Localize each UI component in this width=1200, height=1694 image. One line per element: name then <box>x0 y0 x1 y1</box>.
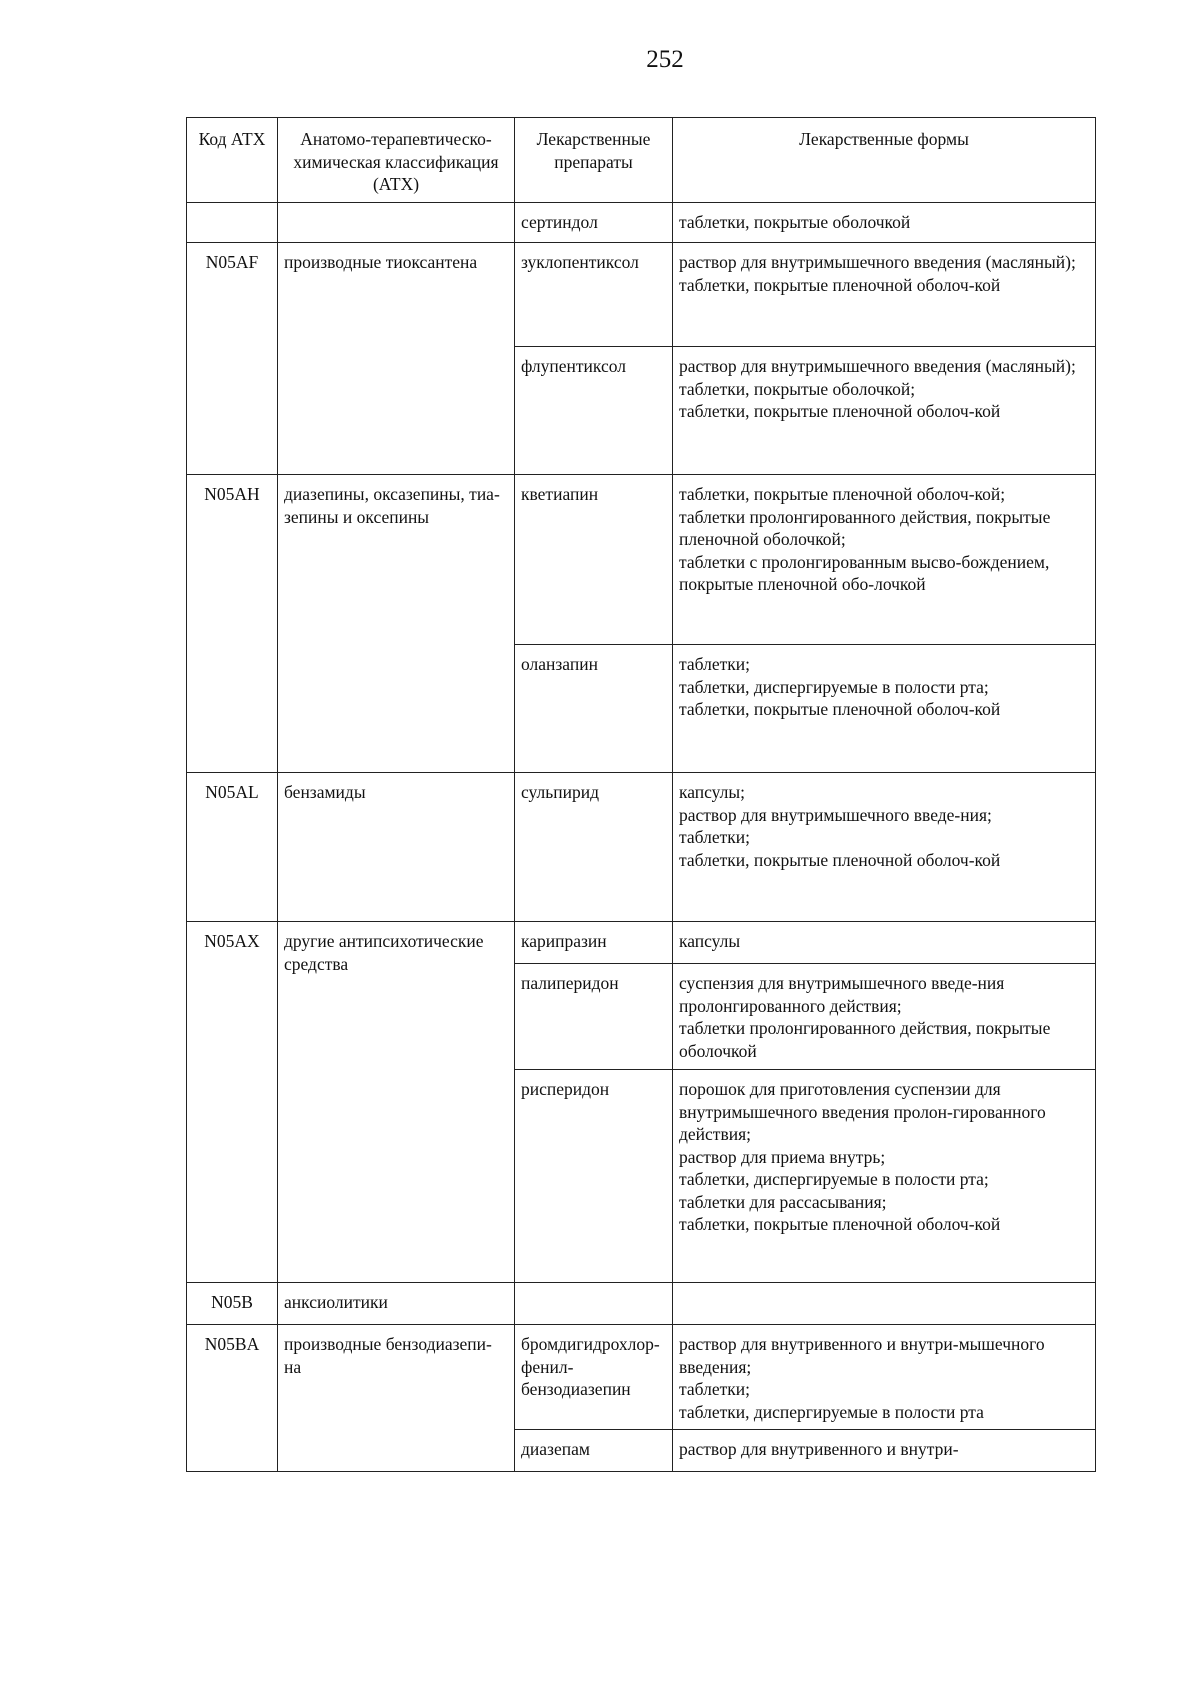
form-line: таблетки, диспергируемые в полости рта; <box>679 676 989 697</box>
form-line: таблетки, покрытые пленочной оболоч-кой <box>679 274 1001 295</box>
header-drugs: Лекарственные препараты <box>515 118 673 203</box>
classification-cell: диазепины, оксазепины, тиа-зепины и оксепины <box>278 475 515 773</box>
forms-cell <box>673 1070 1096 1283</box>
form-line: капсулы <box>679 931 741 951</box>
form-line: таблетки для рассасывания; <box>679 1191 887 1212</box>
drug-cell: сульпирид <box>515 773 673 922</box>
forms-cell <box>673 1325 1096 1430</box>
table-header-row <box>187 118 1096 203</box>
drug-cell: палиперидон <box>515 964 673 1070</box>
atx-code-cell: N05AX <box>187 922 278 1283</box>
forms-cell <box>673 964 1096 1070</box>
drug-cell: рисперидон <box>515 1070 673 1283</box>
classification-cell: производные бензодиазепи-на <box>278 1325 515 1472</box>
table-row <box>187 1325 1096 1430</box>
classification-cell: другие антипсихотические средства <box>278 922 515 1283</box>
forms-cell <box>673 1430 1096 1472</box>
form-line: раствор для внутримышечного введения (масляный); <box>679 356 1076 376</box>
atx-code-cell: N05B <box>187 1283 278 1325</box>
table-row <box>187 203 1096 243</box>
form-line: таблетки, диспергируемые в полости рта <box>679 1401 984 1422</box>
drug-cell: зуклопентиксол <box>515 243 673 347</box>
header-forms: Лекарственные формы <box>673 118 1096 203</box>
drug-cell: флупентиксол <box>515 347 673 475</box>
drug-cell: кветиапин <box>515 475 673 645</box>
form-line: таблетки, покрытые пленочной оболоч-кой; <box>679 484 1006 504</box>
forms-cell <box>673 475 1096 645</box>
classification-cell <box>278 203 515 243</box>
forms-cell <box>673 1283 1096 1325</box>
forms-cell <box>673 203 1096 243</box>
table-row <box>187 475 1096 645</box>
drug-cell: оланзапин <box>515 645 673 773</box>
forms-cell <box>673 922 1096 964</box>
atx-code-cell <box>187 203 278 243</box>
form-line: раствор для внутривенного и внутри-мышечного введения; <box>679 1334 1045 1377</box>
table-row <box>187 243 1096 347</box>
drug-cell: бромдигидрохлор-фенил-бензодиазепин <box>515 1325 673 1430</box>
forms-cell <box>673 347 1096 475</box>
form-line: таблетки пролонгированного действия, покрытые пленочной оболочкой; <box>679 506 1051 549</box>
form-line: таблетки, диспергируемые в полости рта; <box>679 1169 989 1189</box>
form-line: таблетки, покрытые пленочной оболоч-кой <box>679 699 1001 719</box>
header-code: Код АТХ <box>187 118 278 203</box>
form-line: таблетки, покрытые пленочной оболоч-кой <box>679 849 1001 870</box>
form-line: таблетки; <box>679 827 750 847</box>
form-line: таблетки, покрытые пленочной оболоч-кой <box>679 1214 1001 1234</box>
form-line: раствор для внутримышечного введения (масляный); <box>679 252 1076 272</box>
forms-cell <box>673 645 1096 773</box>
header-classification: Анатомо-терапевтическо-химическая классификация (АТХ) <box>278 118 515 203</box>
atx-code-cell: N05AF <box>187 243 278 475</box>
drug-cell: карипразин <box>515 922 673 964</box>
form-line: таблетки пролонгированного действия, покрытые оболочкой <box>679 1018 1051 1061</box>
form-line: таблетки, покрытые оболочкой <box>679 212 911 232</box>
classification-cell: производные тиоксантена <box>278 243 515 475</box>
form-line: раствор для внутримышечного введе-ния; <box>679 804 992 825</box>
table-row <box>187 1283 1096 1325</box>
table-row <box>187 773 1096 922</box>
form-line: таблетки; <box>679 1379 750 1399</box>
form-line: таблетки; <box>679 654 750 674</box>
classification-cell: анксиолитики <box>278 1283 515 1325</box>
form-line: таблетки, покрытые пленочной оболоч-кой <box>679 401 1001 421</box>
atx-code-cell: N05BA <box>187 1325 278 1472</box>
forms-cell <box>673 243 1096 347</box>
drug-cell: диазепам <box>515 1430 673 1472</box>
atx-code-cell: N05AH <box>187 475 278 773</box>
page-number: 252 <box>646 46 684 73</box>
atx-code-cell: N05AL <box>187 773 278 922</box>
form-line: раствор для приема внутрь; <box>679 1146 886 1167</box>
atx-table <box>186 117 1096 1472</box>
form-line: порошок для приготовления суспензии для внутримышечного введения пролон-гированного действия; <box>679 1079 1046 1144</box>
form-line: таблетки, покрытые оболочкой; <box>679 378 916 399</box>
drug-cell <box>515 1283 673 1325</box>
table-row <box>187 922 1096 964</box>
classification-cell: бензамиды <box>278 773 515 922</box>
drug-cell: сертиндол <box>515 203 673 243</box>
form-line: таблетки с пролонгированным высво-бождением, покрытые пленочной обо-лочкой <box>679 551 1050 594</box>
form-line: суспензия для внутримышечного введе-ния пролонгированного действия; <box>679 973 1005 1016</box>
form-line: капсулы; <box>679 782 746 802</box>
forms-cell <box>673 773 1096 922</box>
form-line: раствор для внутривенного и внутри- <box>679 1439 959 1459</box>
